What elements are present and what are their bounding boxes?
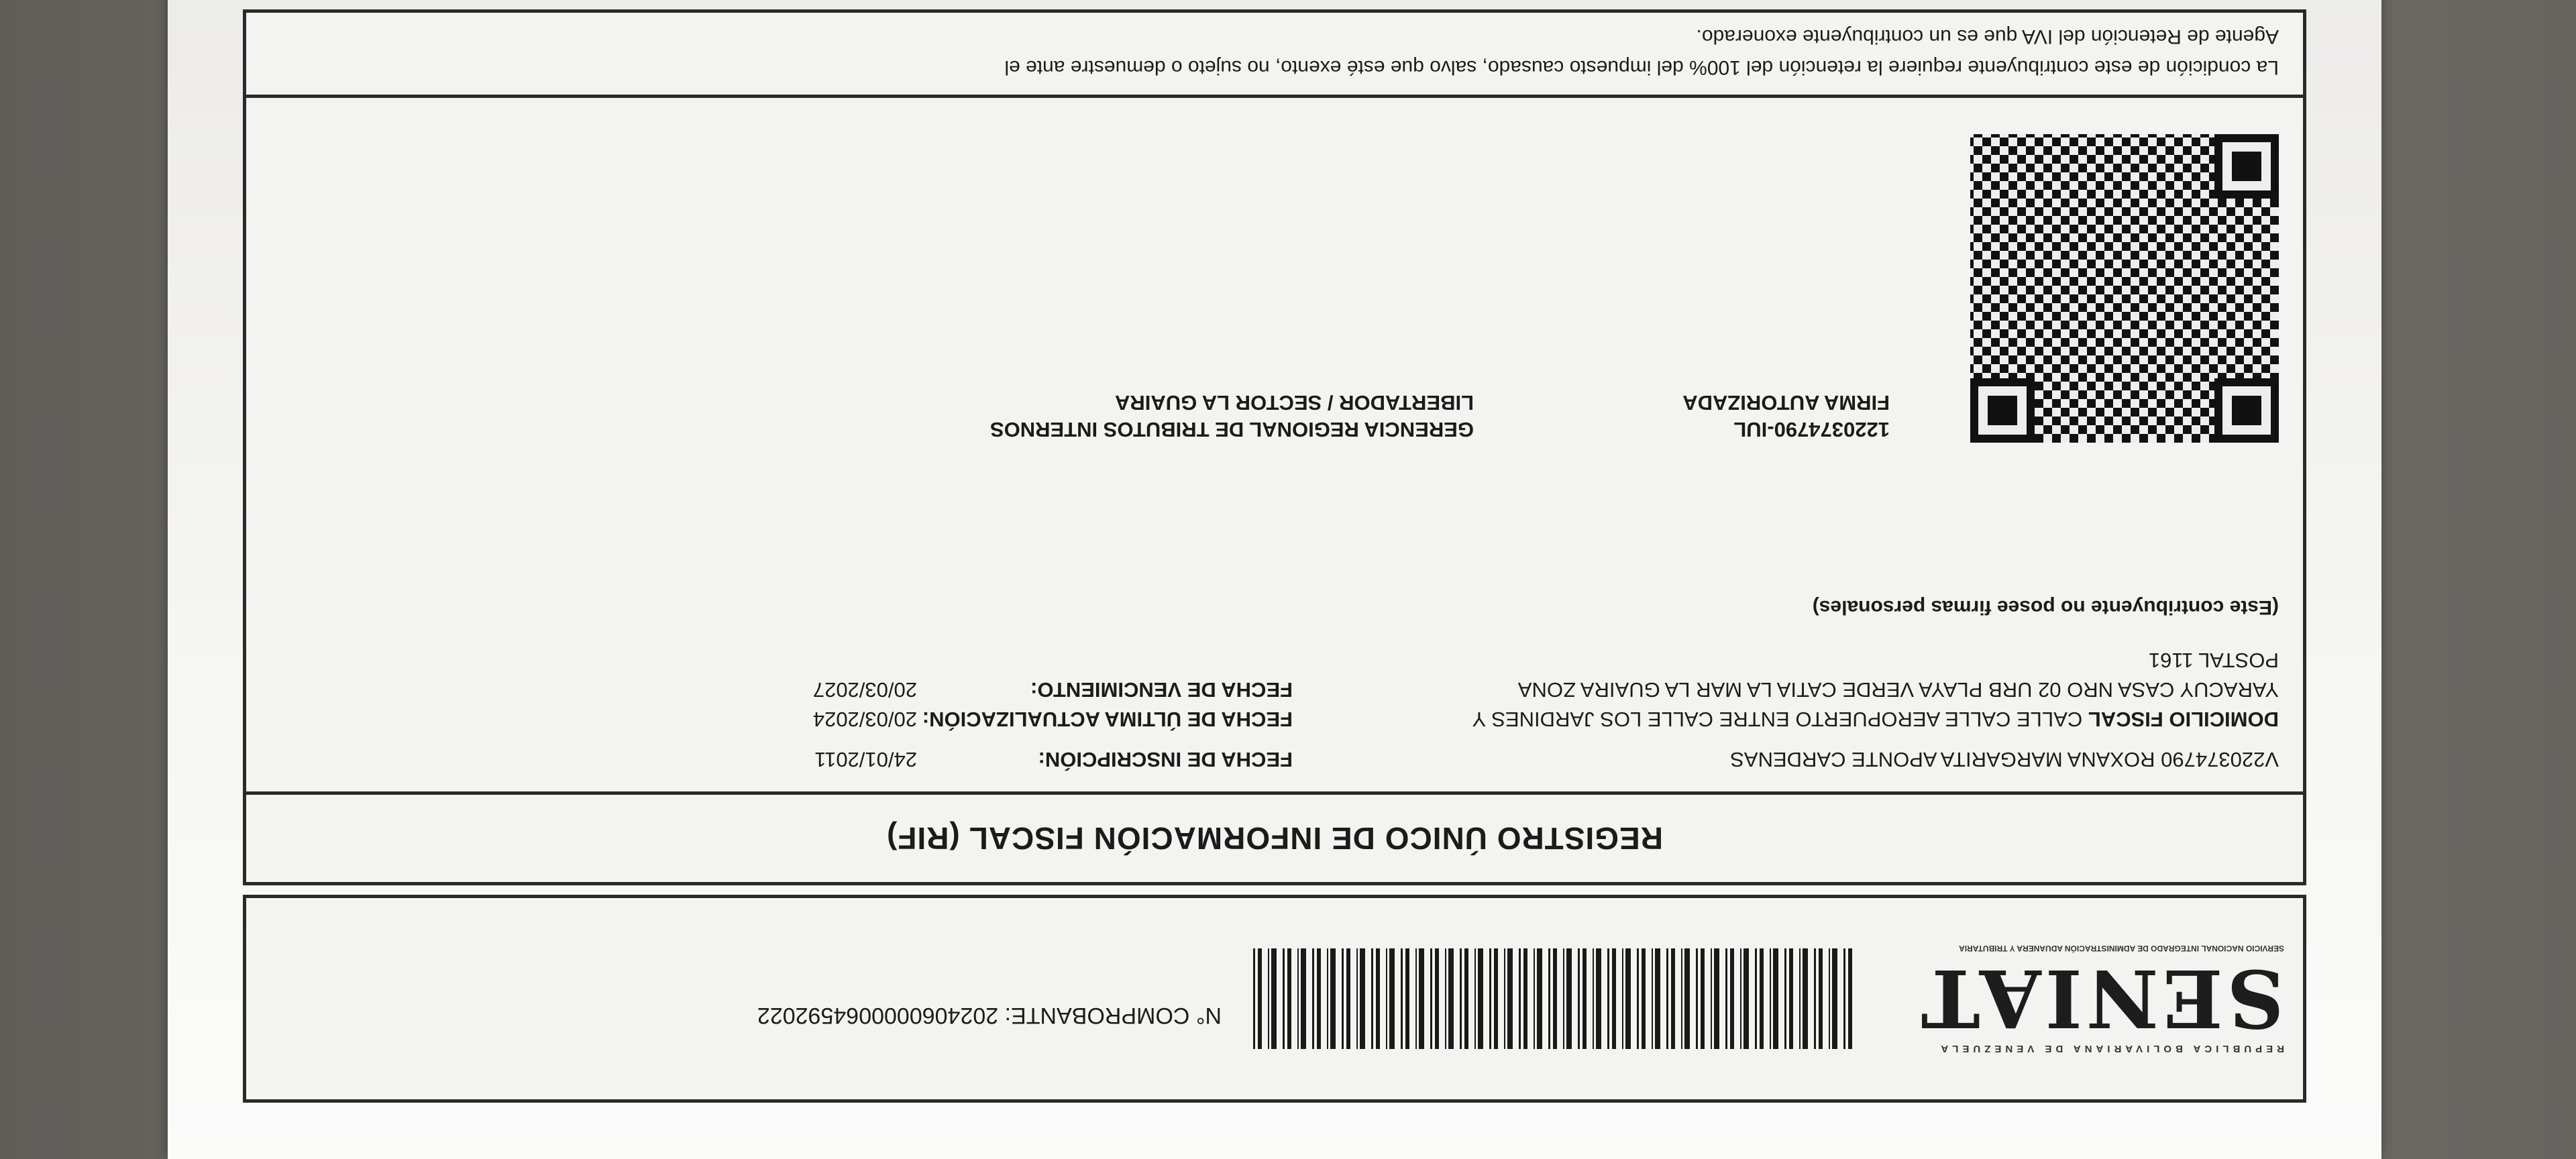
inscripcion-date: 24/01/2011 [814, 748, 917, 771]
logo-text: SENIAT [1917, 952, 2284, 1046]
address-line2: YARACUY CASA NRO 02 URB PLAYA VERDE CATIA LA MAR LA GUAIRA ZONA [1517, 678, 2279, 702]
row-inscripcion [270, 744, 2279, 774]
document-sheet [168, 0, 2381, 1159]
vencimiento-label: FECHA DE VENCIMIENTO: [1030, 678, 1293, 702]
document-title: REGISTRO ÚNICO DE INFORMACIÓN FISCAL (RIF) [886, 821, 1663, 856]
row-actualizacion [270, 704, 2279, 734]
signature-block [1682, 389, 1890, 443]
footer-box [243, 9, 2306, 98]
signature-area [803, 174, 2279, 443]
footer-line2: Agente de Retención del IVA que es un contribuyente exonerado. [1696, 25, 2279, 48]
signature-label: FIRMA AUTORIZADA [1682, 391, 1890, 415]
address-line3: POSTAL 1161 [2148, 649, 2279, 672]
gerencia-block [990, 389, 1474, 443]
vencimiento-date: 20/03/2027 [812, 678, 917, 702]
inscripcion-label: FECHA DE INSCRIPCIÓN: [1038, 748, 1293, 771]
actualizacion-date: 20/03/2024 [812, 708, 917, 731]
row-vencimiento [270, 675, 2279, 704]
title-box [243, 791, 2306, 885]
document-content [243, 0, 2306, 1103]
barcode [1248, 948, 1852, 1049]
info-box [243, 95, 2306, 795]
seniat-logo [1868, 915, 2284, 1083]
signature-code: 1220374790-IUL [1733, 418, 1890, 441]
header-box [243, 895, 2306, 1103]
address-line1: CALLE CALLE AEROPUERTO ENTRE CALLE LOS JARDINES Y [1472, 708, 2083, 731]
no-signatures-note: (Este contribuyente no posee firmas personales) [1812, 596, 2279, 618]
qr-code [1970, 134, 2279, 443]
actualizacion-label: FECHA DE ÚLTIMA ACTUALIZACIÓN: [922, 708, 1293, 731]
row-postal [270, 645, 2279, 675]
republic-label: REPUBLICA BOLIVARIANA DE VENEZUELA [1937, 1043, 2284, 1055]
comprobante-number: N° COMPROBANTE: 2024060000064592022 [757, 1003, 1222, 1028]
gerencia-line1: GERENCIA REGIONAL DE TRIBUTOS INTERNOS [989, 418, 1474, 441]
footer-line1: La condición de este contribuyente requiere la retención del 100% del impuesto causado, salvo que esté exento, no sujeto o demuestre ante el [1004, 56, 2279, 78]
rif-name: V220374790 ROXANA MARGARITA APONTE CARDENAS [1730, 748, 2279, 771]
logo-subtitle: SERVICIO NACIONAL INTEGRADO DE ADMINISTRACIÓN ADUANERA Y TRIBUTARIA [1959, 944, 2284, 954]
gerencia-line2: LIBERTADOR / SECTOR LA GUAIRA [1114, 391, 1474, 415]
address-label: DOMICILIO FISCAL [2088, 708, 2279, 731]
